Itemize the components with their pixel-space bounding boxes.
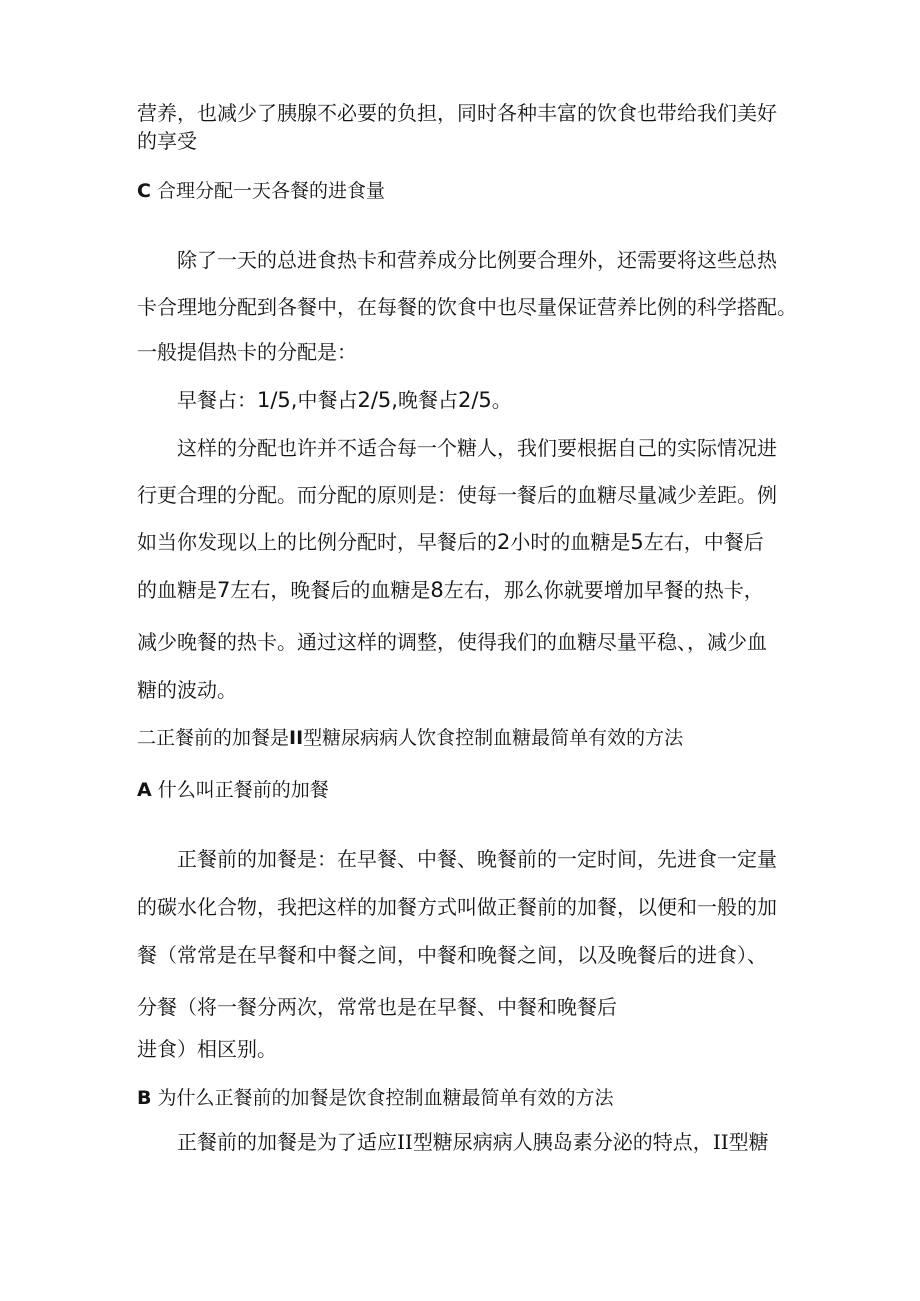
section-heading-c: [137, 177, 385, 205]
paragraph-line: 减少晚餐的热卡。通过这样的调整，使得我们的血糖尽量平稳、，减少血: [137, 630, 767, 654]
heading-text: 什么叫正餐前的加餐: [157, 779, 329, 801]
paragraph-line: 的享受: [137, 129, 197, 153]
ratio-line: 早餐占：1/5,中餐占2/5,晚餐占2/5。: [177, 388, 512, 412]
paragraph-line: 糖的波动。: [137, 678, 237, 702]
example-line: 的血糖是7左右，晚餐后的血糖是8左右，那么你就要增加早餐的热卡，: [137, 578, 764, 602]
paragraph-line: 正餐前的加餐是为了适应II型糖尿病病人胰岛素分泌的特点，II型糖: [177, 1130, 769, 1154]
heading-label: A: [137, 779, 152, 801]
paragraph-line: 行更合理的分配。而分配的原则是：使每一餐后的血糖尽量减少差距。例: [137, 483, 777, 507]
heading-text: 合理分配一天各餐的进食量: [157, 180, 386, 202]
paragraph-line: 营养，也减少了胰腺不必要的负担，同时各种丰富的饮食也带给我们美好: [137, 101, 777, 125]
section-heading-b: [137, 1084, 614, 1112]
paragraph-line: 正餐前的加餐是：在早餐、中餐、晚餐前的一定时间，先进食一定量: [177, 847, 777, 871]
paragraph-line: 进食）相区别。: [137, 1037, 277, 1061]
paragraph-line: 卡合理地分配到各餐中，在每餐的饮食中也尽量保证营养比例的科学搭配。: [137, 295, 797, 319]
paragraph-line: 的碳水化合物，我把这样的加餐方式叫做正餐前的加餐，以便和一般的加: [137, 895, 777, 919]
section-heading-two: 二正餐前的加餐是II型糖尿病病人饮食控制血糖最简单有效的方法: [137, 727, 684, 749]
heading-label: C: [137, 180, 151, 202]
paragraph-line: 除了一天的总进食热卡和营养成分比例要合理外，还需要将这些总热: [177, 248, 777, 272]
paragraph-line: 这样的分配也许并不适合每一个糖人，我们要根据自己的实际情况进: [177, 436, 777, 460]
heading-text: 为什么正餐前的加餐是饮食控制血糖最简单有效的方法: [157, 1087, 614, 1109]
paragraph-line: 一般提倡热卡的分配是：: [137, 340, 357, 364]
paragraph-line: 分餐（将一餐分两次，常常也是在早餐、中餐和晚餐后: [137, 995, 617, 1019]
paragraph-line: 餐（常常是在早餐和中餐之间，中餐和晚餐之间，以及晚餐后的进食）、: [137, 943, 767, 967]
heading-label: B: [137, 1087, 152, 1109]
example-line: 如当你发现以上的比例分配时，早餐后的2小时的血糖是5左右，中餐后: [137, 530, 764, 554]
section-heading-a: [137, 776, 329, 804]
